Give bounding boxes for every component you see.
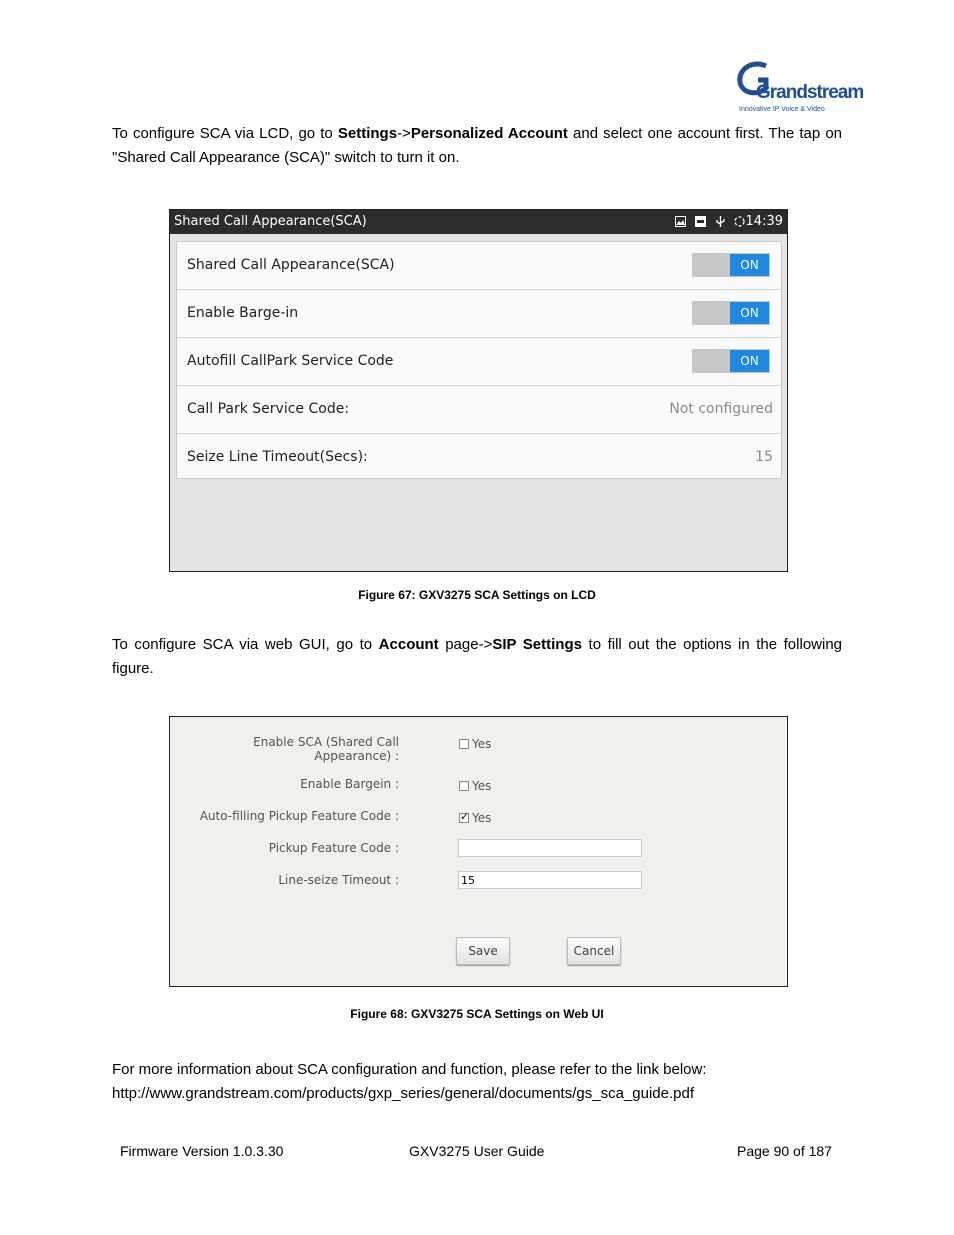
- web-intro-paragraph: To configure SCA via web GUI, go to Account page->SIP Settings to fill out the options in the following figure.: [112, 636, 843, 677]
- list-item-autofill-callpark[interactable]: [177, 338, 781, 386]
- usb-icon: [715, 216, 726, 227]
- figure-caption-68: Figure 68: GXV3275 SCA Settings on Web UI: [350, 1007, 604, 1021]
- sca-guide-link[interactable]: http://www.grandstream.com/products/gxp_series/general/documents/gs_sca_guide.pdf: [112, 1085, 694, 1102]
- logo-wordmark: Grandstream: [756, 82, 864, 103]
- status-clock: 14:39: [745, 214, 783, 229]
- enable-bargein-yes: Yes: [472, 779, 492, 793]
- autofill-callpark-toggle[interactable]: ON: [692, 349, 770, 373]
- pickup-code-input[interactable]: [458, 839, 642, 857]
- list-item-callpark-code[interactable]: [177, 386, 781, 434]
- pickup-code-label: Pickup Feature Code :: [268, 841, 399, 855]
- intro-paragraph: To configure SCA via LCD, go to Settings->Personalized Account and select one account first. The tap on "Shared Call Appearance (SCA)" switch to turn it on.: [112, 125, 843, 166]
- lcd-screenshot: [169, 209, 788, 572]
- footer-guide-title: GXV3275 User Guide: [409, 1143, 545, 1159]
- logo-tagline: Innovative IP Voice & Video: [739, 106, 825, 113]
- enable-sca-label: Enable SCA (Shared Call Appearance) :: [253, 735, 399, 763]
- sync-icon: [734, 216, 745, 227]
- more-info-text: For more information about SCA configuration and function, please refer to the link below:: [112, 1061, 707, 1078]
- list-item-seize-timeout[interactable]: [177, 434, 781, 481]
- autofill-pickup-yes: Yes: [472, 811, 492, 825]
- status-bar: [170, 210, 787, 234]
- ftp-icon: [695, 216, 706, 227]
- footer-page-number: Page 90 of 187: [737, 1143, 832, 1159]
- enable-sca-yes: Yes: [472, 737, 492, 751]
- settings-list: [176, 241, 782, 479]
- sca-toggle[interactable]: ON: [692, 253, 770, 277]
- enable-bargein-checkbox[interactable]: [459, 781, 469, 791]
- list-item-value: 15: [755, 449, 773, 465]
- list-item-barge-in[interactable]: [177, 290, 781, 338]
- autofill-pickup-checkbox[interactable]: [459, 813, 469, 823]
- list-item-sca[interactable]: [177, 242, 781, 290]
- enable-sca-checkbox[interactable]: [459, 739, 469, 749]
- figure-caption-67: Figure 67: GXV3275 SCA Settings on LCD: [358, 588, 596, 602]
- barge-in-toggle[interactable]: ON: [692, 301, 770, 325]
- list-item-label: Call Park Service Code:: [187, 401, 350, 417]
- image-icon: [675, 216, 686, 227]
- line-seize-label: Line-seize Timeout :: [278, 873, 399, 887]
- list-item-label: Autofill CallPark Service Code: [187, 353, 394, 369]
- list-item-value: Not configured: [669, 401, 773, 417]
- line-seize-input[interactable]: 15: [458, 871, 642, 889]
- web-ui-screenshot: [169, 716, 788, 987]
- footer-firmware: Firmware Version 1.0.3.30: [120, 1143, 284, 1159]
- list-item-label: Enable Barge-in: [187, 305, 299, 321]
- autofill-pickup-label: Auto-filling Pickup Feature Code :: [199, 809, 399, 823]
- enable-bargein-label: Enable Bargein :: [300, 777, 399, 791]
- screen-title: Shared Call Appearance(SCA): [174, 214, 367, 229]
- list-item-label: Shared Call Appearance(SCA): [187, 257, 395, 273]
- grandstream-logo: [736, 60, 864, 118]
- list-item-label: Seize Line Timeout(Secs):: [187, 449, 368, 465]
- cancel-button[interactable]: Cancel: [567, 937, 621, 965]
- save-button[interactable]: Save: [456, 937, 510, 965]
